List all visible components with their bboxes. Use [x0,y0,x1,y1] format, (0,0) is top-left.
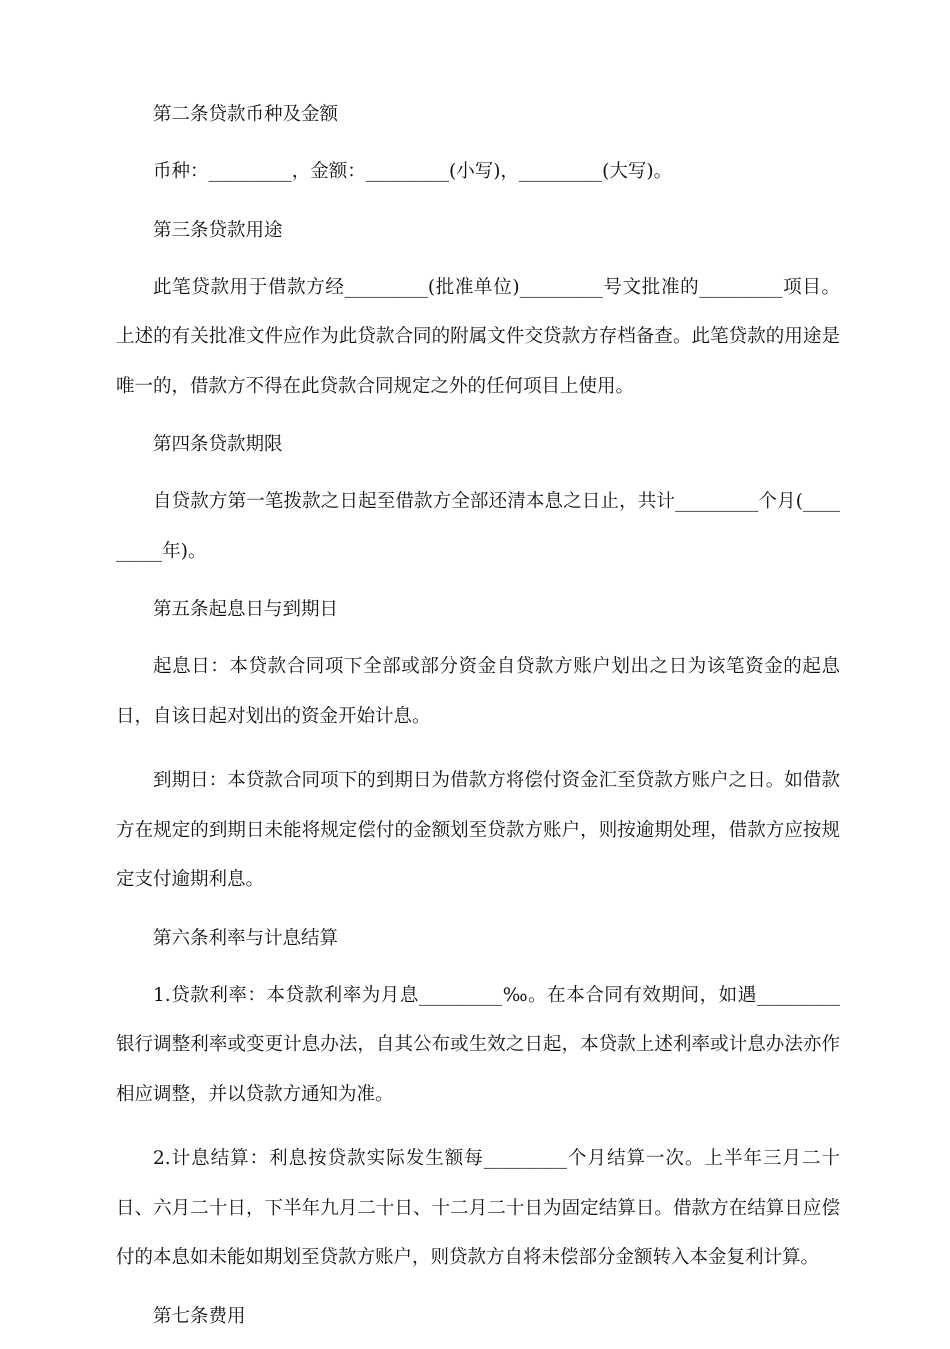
interest-settlement-paragraph: 2.计息结算：利息按贷款实际发生额每_________个月结算一次。上半年三月二十日、六月二十日，下半年九月二十日、十二月二十日为固定结算日。借款方在结算日应偿付的本息如未能如期划至贷款方账户，则贷款方自将未偿部分金额转入本金复利计算。 [116,1148,840,1268]
article-3-purpose-paragraph: 此笔贷款用于借款方经_________(批准单位)_________号文批准的_________项目。上述的有关批准文件应作为此贷款合同的附属文件交贷款方存档备查。此笔贷款的用途是唯一的，借款方不得在此贷款合同规定之外的任何项目上使用。 [116,276,840,397]
article-4-heading: 第四条贷款期限 [153,434,283,455]
article-2-currency-amount: 币种：_________，金额：_________(小写)，_________(大写)。 [153,161,673,182]
maturity-date-paragraph: 到期日：本贷款合同项下的到期日为借款方将偿付资金汇至贷款方账户之日。如借款方在规定的到期日未能将规定偿付的金额划至贷款方账户，则按逾期处理，借款方应按规定支付逾期利息。 [116,770,840,890]
article-6-heading: 第六条利率与计息结算 [153,927,339,949]
interest-rate-paragraph: 1.贷款利率：本贷款利率为月息_________‰。在本合同有效期间，如遇_________银行调整利率或变更计息办法，自其公布或生效之日起，本贷款上述利率或计息办法亦作相应调整，并以贷款方通知为准。 [116,984,840,1105]
article-5-heading: 第五条起息日与到期日 [153,599,339,620]
article-2-heading: 第二条贷款币种及金额 [153,104,339,125]
value-date-paragraph: 起息日：本贷款合同项下全部或部分资金自贷款方账户划出之日为该笔资金的起息日，自该日起对划出的资金开始计息。 [116,656,840,727]
article-7-heading: 第七条费用 [153,1305,246,1327]
article-3-heading: 第三条贷款用途 [153,219,283,241]
document-body [116,96,840,1349]
article-4-term-paragraph: 自贷款方第一笔拨款之日起至借款方全部还清本息之日止，共计_________个月(_________年)。 [116,491,840,562]
